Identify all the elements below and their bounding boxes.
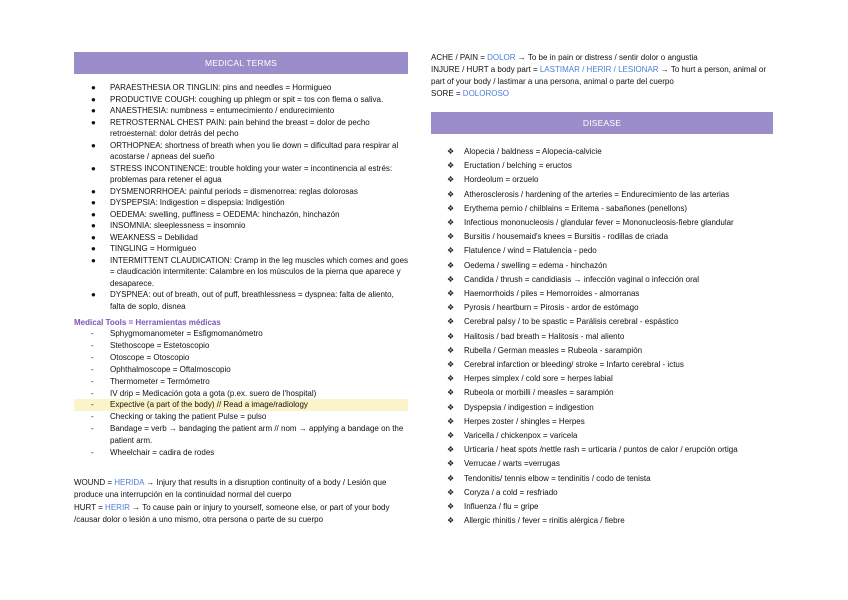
list-item: - Checking or taking the patient Pulse = pulso [91, 412, 267, 422]
wound-keyword: HERIDA [114, 477, 145, 487]
bullet-icon: ● [91, 290, 96, 299]
list-item: - IV drip = Medicación gota a gota (p.ex. suero de l'hospital) [91, 388, 317, 398]
bullet-icon: ● [91, 186, 96, 196]
list-item: ❖ Hordeolum = orzuelo [431, 173, 777, 187]
injure-keyword: LASTIMAR / HERIR / LESIONAR [539, 65, 659, 74]
list-item: ● RETROSTERNAL CHEST PAIN: pain behind the breast = dolor de pecho retroesternal: dolor detrás del pecho [91, 117, 370, 138]
list-item: ● DYSPNEA: out of breath, out of puff, breathlessness = dyspnea: falta de aliento, falta de soplo, disnea [91, 290, 394, 311]
list-item: ❖ Dyspepsia / indigestion = indigestion [431, 401, 777, 415]
dash-icon: - [91, 376, 94, 386]
dash-icon: - [91, 388, 94, 398]
diamond-bullet-icon: ❖ [447, 218, 455, 228]
dash-icon: - [91, 448, 94, 458]
list-item: ❖ Rubella / German measles = Rubeola - sarampión [431, 344, 777, 358]
list-item: ❖ Rubeola or morbilli / measles = sarampión [431, 386, 777, 400]
list-item: ● INSOMNIA: sleeplessness = insomnio [91, 221, 246, 230]
bullet-icon: ● [91, 244, 96, 253]
list-item: ❖ Urticaria / heat spots /nettle rash = urticaria / puntos de calor / erupción ortiga [431, 443, 777, 457]
list-item: ❖ Bursitis / housemaid's knees = Bursitis - rodillas de criada [431, 230, 777, 244]
medical-tools-heading: Medical Tools = Herramientas médicas [74, 318, 221, 327]
dash-icon: - [91, 424, 94, 434]
list-item: ● ORTHOPNEA: shortness of breath when you lie down = dificultad para respirar al acostarse / apneas del sueño [91, 140, 399, 161]
dash-icon: - [91, 412, 94, 422]
diamond-bullet-icon: ❖ [447, 274, 455, 284]
left-column [74, 0, 408, 527]
list-item: - Otoscope = Otoscopio [91, 352, 190, 362]
bullet-icon: ● [91, 255, 96, 265]
right-column [431, 0, 777, 528]
diamond-bullet-icon: ❖ [447, 360, 455, 370]
dash-icon: - [91, 400, 94, 410]
list-item: ❖ Tendonitis/ tennis elbow = tendinitis / codo de tenista [431, 472, 777, 486]
medical-terms-list [74, 82, 408, 312]
sore-definition: SORE = DOLOROSO [431, 89, 510, 98]
list-item: ● OEDEMA: swelling, puffiness = OEDEMA: hinchazón, hinchazón [91, 209, 340, 219]
list-item: ❖ Infectious mononucleosis / glandular fever = Mononucleosis-fiebre glandular [431, 216, 777, 230]
disease-banner: DISEASE [431, 112, 773, 134]
diamond-bullet-icon: ❖ [447, 402, 455, 412]
list-item: ● DYSMENORRHOEA: painful periods = dismenorrea: reglas dolorosas [91, 186, 358, 196]
list-item: ❖ Verrucae / warts =verrugas [431, 457, 777, 471]
list-item: ❖ Halitosis / bad breath = Halitosis - mal aliento [431, 330, 777, 344]
medical-tools-list [74, 328, 408, 459]
diamond-bullet-icon: ❖ [447, 246, 455, 256]
list-item: ❖ Cerebral infarction or bleeding/ stroke = Infarto cerebral - ictus [431, 358, 777, 372]
diamond-bullet-icon: ❖ [447, 189, 455, 199]
hurt-definition: HURT = HERIR → To cause pain or injury to yourself, someone else, or part of your body /causar dolor o lesión a uno mismo, otra persona o parte de su cuerpo [74, 502, 390, 525]
list-item: ❖ Alopecia / baldness = Alopecia-calvicie [431, 145, 777, 159]
bullet-icon: ● [91, 163, 96, 173]
ache-definition: ACHE / PAIN = DOLOR → To be in pain or distress / sentir dolor o angustia [431, 53, 698, 62]
list-item: ❖ Flatulence / wind = Flatulencia - pedo [431, 244, 777, 258]
list-item: ❖ Influenza / flu = gripe [431, 500, 777, 514]
list-item: ● ANAESTHESIA: numbness = entumecimiento / endurecimiento [91, 106, 335, 115]
bullet-icon: ● [91, 117, 96, 127]
diamond-bullet-icon: ❖ [447, 161, 455, 171]
sore-keyword: DOLOROSO [462, 89, 510, 98]
diamond-bullet-icon: ❖ [447, 175, 455, 185]
list-item: ❖ Atherosclerosis / hardening of the arteries = Endurecimiento de las arterias [431, 188, 777, 202]
list-item: ❖ Haemorrhoids / piles = Hemorroides - almorranas [431, 287, 777, 301]
list-item: ❖ Pyrosis / heartburn = Pirosis - ardor de estómago [431, 301, 777, 315]
list-item: ● PRODUCTIVE COUGH: coughing up phlegm or spit = tos con flema o saliva. [91, 94, 384, 104]
list-item: ❖ Coryza / a cold = resfriado [431, 486, 777, 500]
diamond-bullet-icon: ❖ [447, 473, 455, 483]
list-item: ● TINGLING = Hormigueo [91, 244, 197, 253]
diamond-bullet-icon: ❖ [447, 203, 455, 213]
diamond-bullet-icon: ❖ [447, 388, 455, 398]
bullet-icon: ● [91, 94, 96, 104]
dash-icon: - [91, 329, 94, 338]
dash-icon: - [91, 352, 94, 362]
list-item: - Ophthalmoscope = Oftalmoscopio [91, 364, 231, 374]
medical-terms-banner: MEDICAL TERMS [74, 52, 408, 74]
list-item: ● STRESS INCONTINENCE: trouble holding your water = incontinencia al estrés: problemas para retener el agua [91, 163, 393, 184]
list-item: ❖ Cerebral palsy / to be spastic = Parálisis cerebral - espástico [431, 315, 777, 329]
bullet-icon: ● [91, 83, 96, 92]
dash-icon: - [91, 340, 94, 350]
disease-list [431, 145, 777, 528]
diamond-bullet-icon: ❖ [447, 331, 455, 341]
injure-definition: INJURE / HURT a body part = LASTIMAR / HERIR / LESIONAR → To hurt a person, animal or part of your body / lastimar a una persona, animal o parte del cuerpo [431, 65, 767, 86]
list-item: ● PARAESTHESIA OR TINGLIN: pins and needles = Hormigueo [91, 83, 332, 92]
diamond-bullet-icon: ❖ [447, 317, 455, 327]
list-item: ❖ Herpes simplex / cold sore = herpes labial [431, 372, 777, 386]
hurt-keyword: HERIR [105, 502, 130, 512]
bullet-icon: ● [91, 232, 96, 242]
ache-keyword: DOLOR [487, 53, 516, 62]
diamond-bullet-icon: ❖ [447, 516, 455, 526]
bullet-icon: ● [91, 221, 96, 230]
diamond-bullet-icon: ❖ [447, 232, 455, 242]
diamond-bullet-icon: ❖ [447, 445, 455, 455]
list-item: - Stethoscope = Estetoscopio [91, 340, 210, 350]
list-item: - Wheelchair = cadira de rodes [91, 448, 215, 458]
diamond-bullet-icon: ❖ [447, 416, 455, 426]
list-item: ❖ Erythema pernio / chilblains = Eritema - sabañones (penellons) [431, 202, 777, 216]
diamond-bullet-icon: ❖ [447, 459, 455, 469]
list-item: ❖ Oedema / swelling = edema - hinchazón [431, 259, 777, 273]
list-item: ❖ Varicella / chickenpox = varicela [431, 429, 777, 443]
wound-definition: WOUND = HERIDA → Injury that results in a disruption continuity of a body / Lesión que produce una interrupción en la continuidad normal del cuerpo [74, 477, 387, 500]
bullet-icon: ● [91, 209, 96, 219]
list-item: ❖ Herpes zoster / shingles = Herpes [431, 415, 777, 429]
bullet-icon: ● [91, 198, 96, 207]
diamond-bullet-icon: ❖ [447, 345, 455, 355]
diamond-bullet-icon: ❖ [447, 147, 455, 156]
list-item: - Sphygmomanometer = Esfigmomanómetro [91, 329, 263, 338]
list-item: ● DYSPEPSIA: Indigestion = dispepsia: Indigestión [91, 198, 285, 207]
pain-definitions [431, 52, 777, 100]
list-item: ❖ Candida / thrush = candidiasis → infección vaginal o infección oral [431, 273, 777, 287]
bullet-icon: ● [91, 106, 96, 115]
list-item: - Thermometer = Termómetro [91, 376, 210, 386]
diamond-bullet-icon: ❖ [447, 487, 455, 497]
list-item: - Bandage = verb → bandaging the patient arm // nom → applying a bandage on the patient arm. [91, 424, 404, 446]
diamond-bullet-icon: ❖ [447, 303, 455, 313]
list-item: ● INTERMITTENT CLAUDICATION: Cramp in the leg muscles which comes and goes = claudicación intermitente: Calambre en los músculos de la pierna que aparece y desaparece. [91, 255, 409, 288]
list-item-highlighted: - Expective (a part of the body) // Read a image/radiology [74, 399, 408, 411]
diamond-bullet-icon: ❖ [447, 260, 455, 270]
list-item: ❖ Allergic rhinitis / fever = rinitis alérgica / fiebre [431, 514, 777, 528]
bullet-icon: ● [91, 140, 96, 150]
diamond-bullet-icon: ❖ [447, 431, 455, 441]
list-item: ❖ Eructation / belching = eructos [431, 159, 777, 173]
diamond-bullet-icon: ❖ [447, 289, 455, 299]
dash-icon: - [91, 364, 94, 374]
list-item: ● WEAKNESS = Debilidad [91, 232, 198, 242]
diamond-bullet-icon: ❖ [447, 374, 455, 384]
diamond-bullet-icon: ❖ [447, 502, 455, 512]
